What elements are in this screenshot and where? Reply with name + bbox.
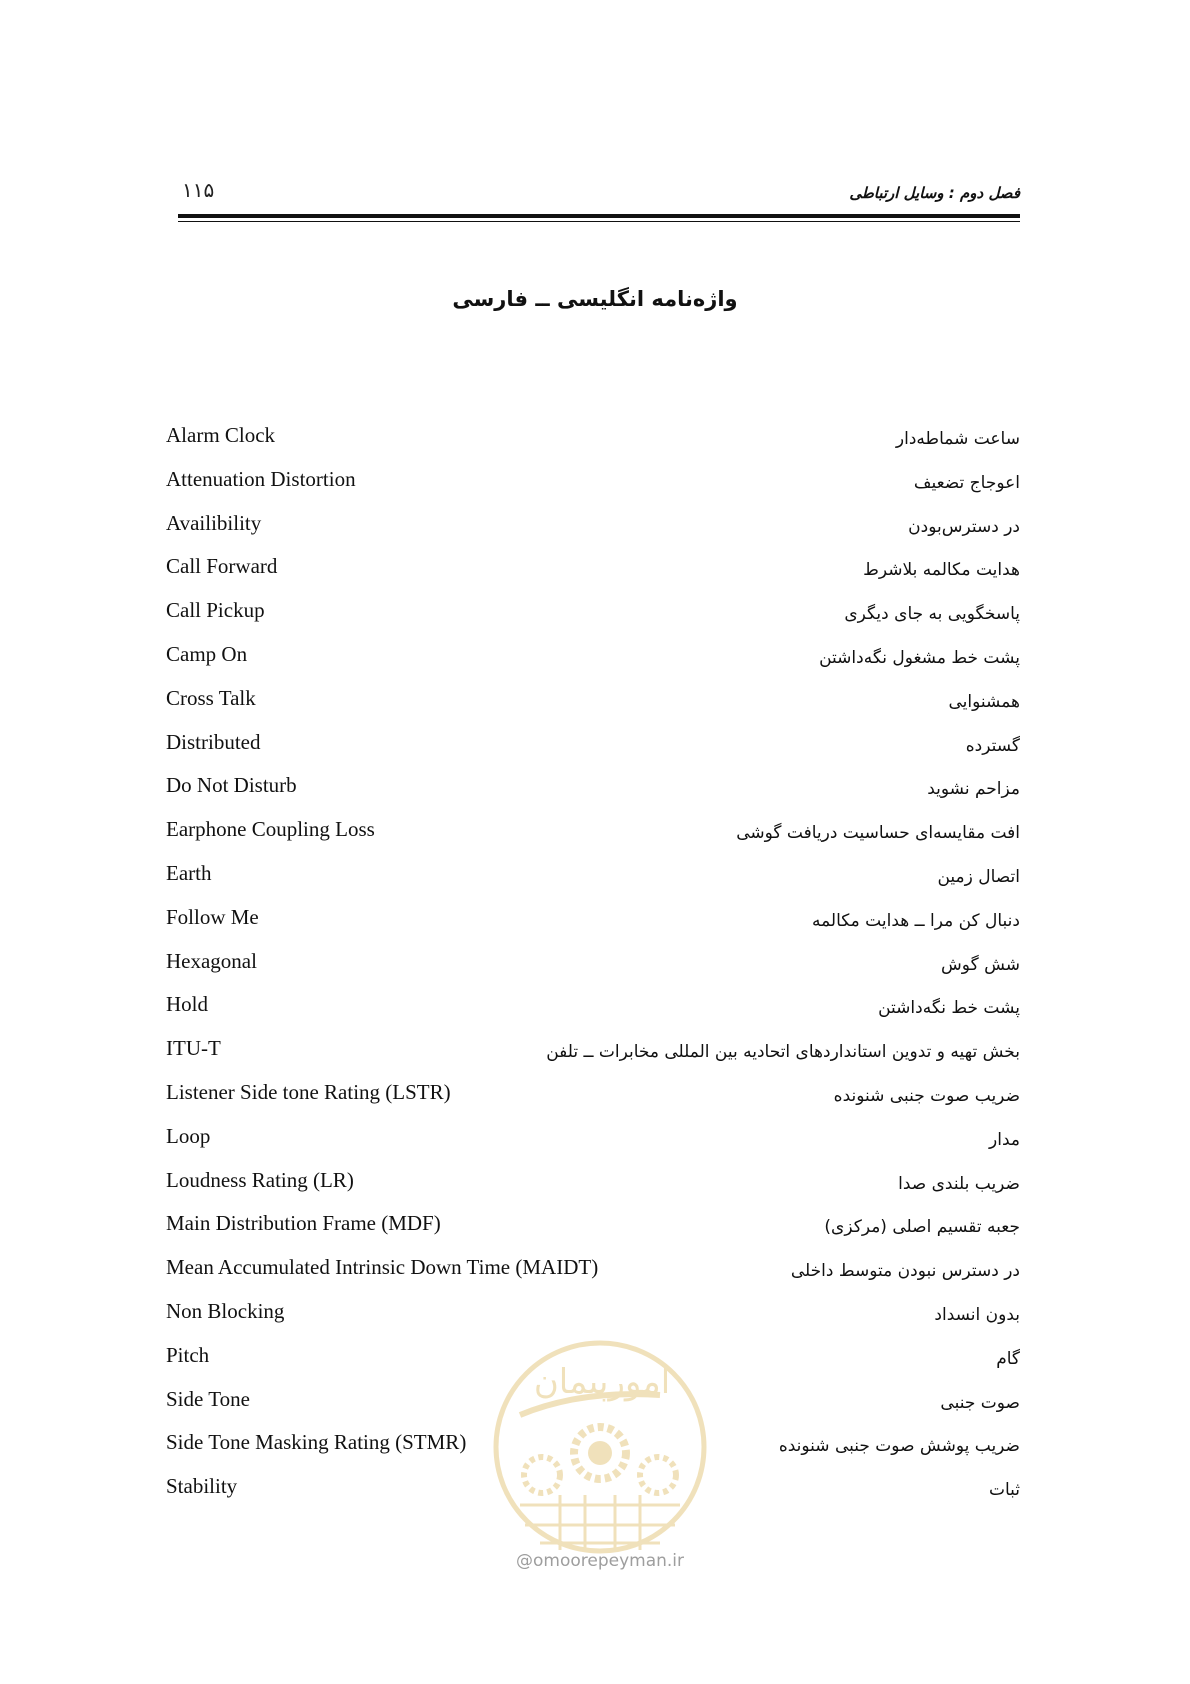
glossary-entry — [166, 725, 1020, 769]
persian-term: شش گوش — [941, 954, 1020, 975]
persian-term: افت مقایسه‌ای حساسیت دریافت گوشی — [736, 823, 1020, 844]
english-term: Follow Me — [166, 904, 259, 929]
persian-term: گسترده — [965, 735, 1020, 756]
english-term: Loop — [166, 1123, 211, 1148]
persian-term: ساعت شماطه‌دار — [895, 429, 1020, 449]
english-term: Loudness Rating (LR) — [166, 1167, 354, 1192]
persian-term: ضریب پوشش صوت جنبی شنونده — [778, 1436, 1020, 1457]
english-term: Side Tone — [166, 1386, 250, 1411]
english-term: Alarm Clock — [166, 423, 276, 447]
persian-term: اتصال زمین — [937, 866, 1020, 887]
glossary-entry — [166, 418, 1020, 462]
glossary-entry — [166, 812, 1020, 856]
glossary-entry — [166, 1250, 1020, 1294]
persian-term: صوت جنبی — [940, 1392, 1020, 1413]
english-term: Side Tone Masking Rating (STMR) — [166, 1430, 467, 1455]
persian-term: هدایت مکالمه بلاشرط — [863, 560, 1020, 581]
english-term: Main Distribution Frame (MDF) — [166, 1211, 441, 1236]
english-term: Mean Accumulated Intrinsic Down Time (MAIDT) — [166, 1255, 599, 1280]
english-term: Availibility — [166, 510, 262, 535]
glossary-entry — [166, 681, 1020, 725]
header-rule-thin — [178, 221, 1020, 222]
page-header — [178, 176, 1020, 224]
glossary-entry — [166, 1031, 1020, 1075]
watermark-logo-text: امورپیمان — [533, 1362, 671, 1402]
english-term: Call Forward — [166, 554, 278, 579]
persian-term: ثبات — [988, 1480, 1020, 1501]
glossary-entry — [166, 768, 1020, 812]
persian-term: اعوجاج تضعیف — [913, 472, 1020, 493]
glossary-entry — [166, 856, 1020, 900]
persian-term: بخش تهیه و تدوین استانداردهای اتحادیه بین المللی مخابرات ــ تلفن — [546, 1042, 1020, 1063]
glossary-entry — [166, 506, 1020, 550]
glossary-entry — [166, 944, 1020, 988]
glossary-entry — [166, 987, 1020, 1031]
english-term: Call Pickup — [166, 598, 265, 623]
glossary-title: واژه‌نامه انگلیسی ــ فارسی — [452, 287, 738, 311]
glossary-entry — [166, 1206, 1020, 1250]
glossary-entry — [166, 462, 1020, 506]
page-number: ۱۱۵ — [182, 178, 215, 202]
persian-term: ضریب صوت جنبی شنونده — [833, 1085, 1020, 1106]
english-term: Earphone Coupling Loss — [166, 817, 375, 842]
english-term: Hold — [166, 992, 208, 1017]
persian-term: در دسترس‌بودن — [908, 516, 1020, 537]
english-term: Non Blocking — [166, 1298, 285, 1323]
watermark-logo — [490, 1335, 710, 1575]
glossary-entry — [166, 637, 1020, 681]
english-term: Attenuation Distortion — [166, 466, 356, 491]
english-term: Do Not Disturb — [166, 773, 297, 798]
glossary-entry — [166, 1119, 1020, 1163]
persian-term: مدار — [989, 1129, 1020, 1150]
glossary-entry — [166, 1294, 1020, 1338]
english-term: ITU-T — [166, 1036, 221, 1061]
header-rule-thick — [178, 214, 1020, 218]
glossary-entry — [166, 1163, 1020, 1207]
english-term: Pitch — [166, 1342, 210, 1367]
persian-term: پشت خط مشغول نگه‌داشتن — [819, 647, 1020, 668]
english-term: Earth — [166, 860, 212, 885]
glossary-entry — [166, 593, 1020, 637]
persian-term: پاسخگویی به جای دیگری — [844, 604, 1020, 625]
persian-term: ضریب بلندی صدا — [898, 1173, 1020, 1194]
persian-term: مزاحم نشوید — [927, 779, 1020, 800]
watermark-url: @omoorepeyman.ir — [515, 1551, 685, 1571]
english-term: Hexagonal — [166, 948, 257, 973]
persian-term: همشنوایی — [948, 691, 1020, 712]
glossary-entry — [166, 549, 1020, 593]
english-term: Listener Side tone Rating (LSTR) — [166, 1079, 451, 1104]
glossary-entry — [166, 1075, 1020, 1119]
persian-term: بدون انسداد — [934, 1304, 1020, 1325]
persian-term: جعبه تقسیم اصلی (مرکزی) — [824, 1217, 1020, 1238]
chapter-title: فصل دوم : وسایل ارتباطی — [849, 184, 1020, 202]
persian-term: دنبال کن مرا ــ هدایت مکالمه — [811, 910, 1020, 931]
english-term: Camp On — [166, 641, 248, 666]
glossary-entry — [166, 900, 1020, 944]
persian-term: گام — [996, 1348, 1020, 1369]
persian-term: پشت خط نگه‌داشتن — [878, 998, 1020, 1019]
english-term: Distributed — [166, 729, 261, 754]
english-term: Cross Talk — [166, 685, 256, 710]
persian-term: در دسترس نبودن متوسط داخلی — [790, 1261, 1020, 1282]
english-term: Stability — [166, 1474, 238, 1499]
